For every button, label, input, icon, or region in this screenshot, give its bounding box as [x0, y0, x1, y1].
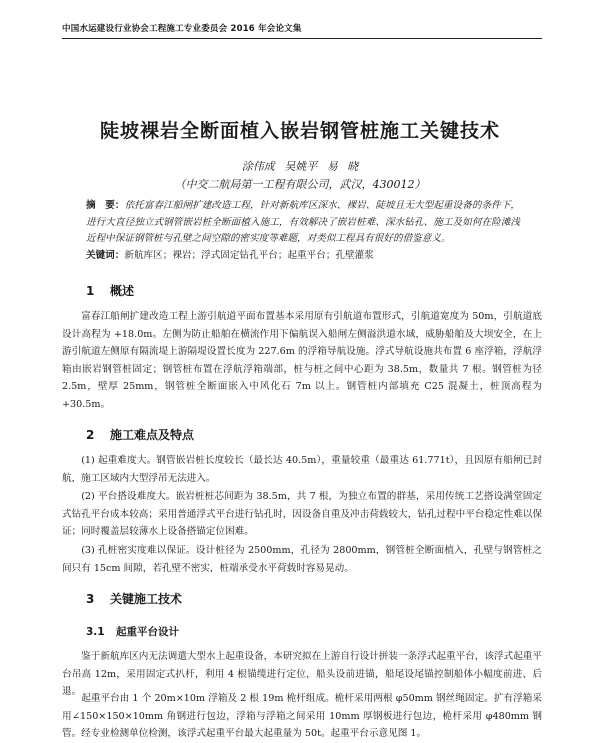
section-number: 3 [86, 592, 95, 606]
subsection-number: 3.1 [86, 626, 105, 638]
section-number: 2 [86, 428, 95, 442]
subsection-title: 起重平台设计 [116, 626, 179, 638]
author-name: 涂伟成 [241, 160, 275, 173]
author-list [0, 158, 600, 174]
subsection-heading-lifting-platform [86, 624, 179, 639]
affiliation: （中交二航局第一工程有限公司，武汉，430012） [174, 178, 426, 191]
header-rule [62, 38, 542, 39]
keywords [86, 248, 520, 264]
section-title: 关键施工技术 [110, 592, 183, 606]
section-title: 概述 [110, 284, 135, 298]
section-title: 施工难点及特点 [110, 428, 195, 442]
abstract-label: 摘 要： [86, 200, 125, 211]
difficulty-item-compactness: (3) 孔桩密实度难以保证。设计桩径为 2500mm，孔径为 2800mm，钢管桩全断面植入，孔壁与钢管桩之间只有 15cm 间隙，若孔壁不密实，桩端承受水平荷载时容易晃动。 [62, 545, 542, 574]
abstract [86, 198, 520, 248]
section-number: 1 [86, 284, 95, 298]
difficulty-item-platform: (2) 平台搭设难度大。嵌岩桩桩芯间距为 38.5m，共 7 根，为独立布置的群基，采用传统工艺搭设满堂固定式钻孔平台成本较高；采用普通浮式平台进行钻孔时，因设备自重及冲击荷载较大，钻孔过程中平台稳定性难以保证；同时覆盖层较薄水上设备搭锚定位困难。 [62, 491, 542, 538]
section-heading-difficulties [86, 426, 194, 443]
abstract-text: 依托富春江船闸扩建改造工程，针对新航库区深水、裸岩、陡坡且无大型起重设备的条件下，进行大直径独立式钢管嵌岩桩全断面植入施工，有效解决了嵌岩桩难、深水钻孔、施工及如何在险滩浅近程中保证钢管桩与孔壁之间空隙的密实度等难题，对类似工程具有很好的借鉴意义。 [86, 200, 521, 244]
subsection-3-1-paragraph: 起重平台由 1 个 20m×10m 浮箱及 2 根 19m 桅杆组成。桅杆采用两根 φ50mm 钢丝绳固定。扩有浮箱采用∠150×150×10mm 角钢进行包边，浮箱与浮箱之间采用 10mm 厚钢板进行包边，桅杆采用 φ480mm 钢管。经专业检测单位检测，该浮式起重平台最大起重量为 50t。起重平台示意见图 1。 [62, 693, 542, 740]
running-header: 中国水运建设行业协会工程施工专业委员会 2016 年会论文集 [62, 24, 302, 34]
subsection-3-1-paragraph: 鉴于新航库区内无法调遣大型水上起重设备，本研究拟在上游自行设计拼装一条浮式起重平台，该浮式起重平台吊高 12m，采用固定式扒杆，利用 4 根锚缆进行定位，船头设前进锚，船尾设尾锚控制船体小幅度前进、后退。 [62, 651, 542, 698]
section-heading-overview [86, 282, 134, 299]
author-name: 吴姚平 [284, 160, 318, 173]
section-heading-key-techniques [86, 590, 182, 607]
section-1-paragraph: 富春江船闸扩建改造工程上游引航道平面布置基本采用原有引航道布置形式，引航道宽度为 50m，引航道底设计高程为 +18.0m。左侧为防止船舶在横流作用下偏航误入船闸左侧溢洪道水域，威胁船舶及大坝安全，在上游引航道左侧原有隔流堤上游隔堤设置长度为 227.6m 的浮箱导航设施。浮式导航设施共布置 6 座浮箱，浮航浮箱由嵌岩钢管桩固定；钢管桩布置在浮航浮箱端部，桩与桩之间中心距为 38.5m，数量共 7 根。钢管桩为径 2.5m，壁厚 25mm，钢管桩全断面嵌入中风化石 7m 以上。钢管桩内部填充 C25 混凝土，桩顶高程为 +30.5m。 [62, 311, 542, 410]
keywords-label: 关键词： [86, 250, 125, 261]
keywords-text: 新航库区；裸岩；浮式固定钻孔平台；起重平台；孔壁灌浆 [124, 250, 374, 261]
paper-title: 陡坡裸岩全断面植入嵌岩钢管桩施工关键技术 [99, 120, 500, 142]
author-name: 易 晓 [326, 160, 359, 173]
difficulty-item-lifting: (1) 起重难度大。钢管嵌岩桩长度较长（最长达 40.5m），重量较重（最重达 61.771t），且因原有船闸已封航，施工区域内大型浮吊无法进入。 [62, 455, 542, 484]
